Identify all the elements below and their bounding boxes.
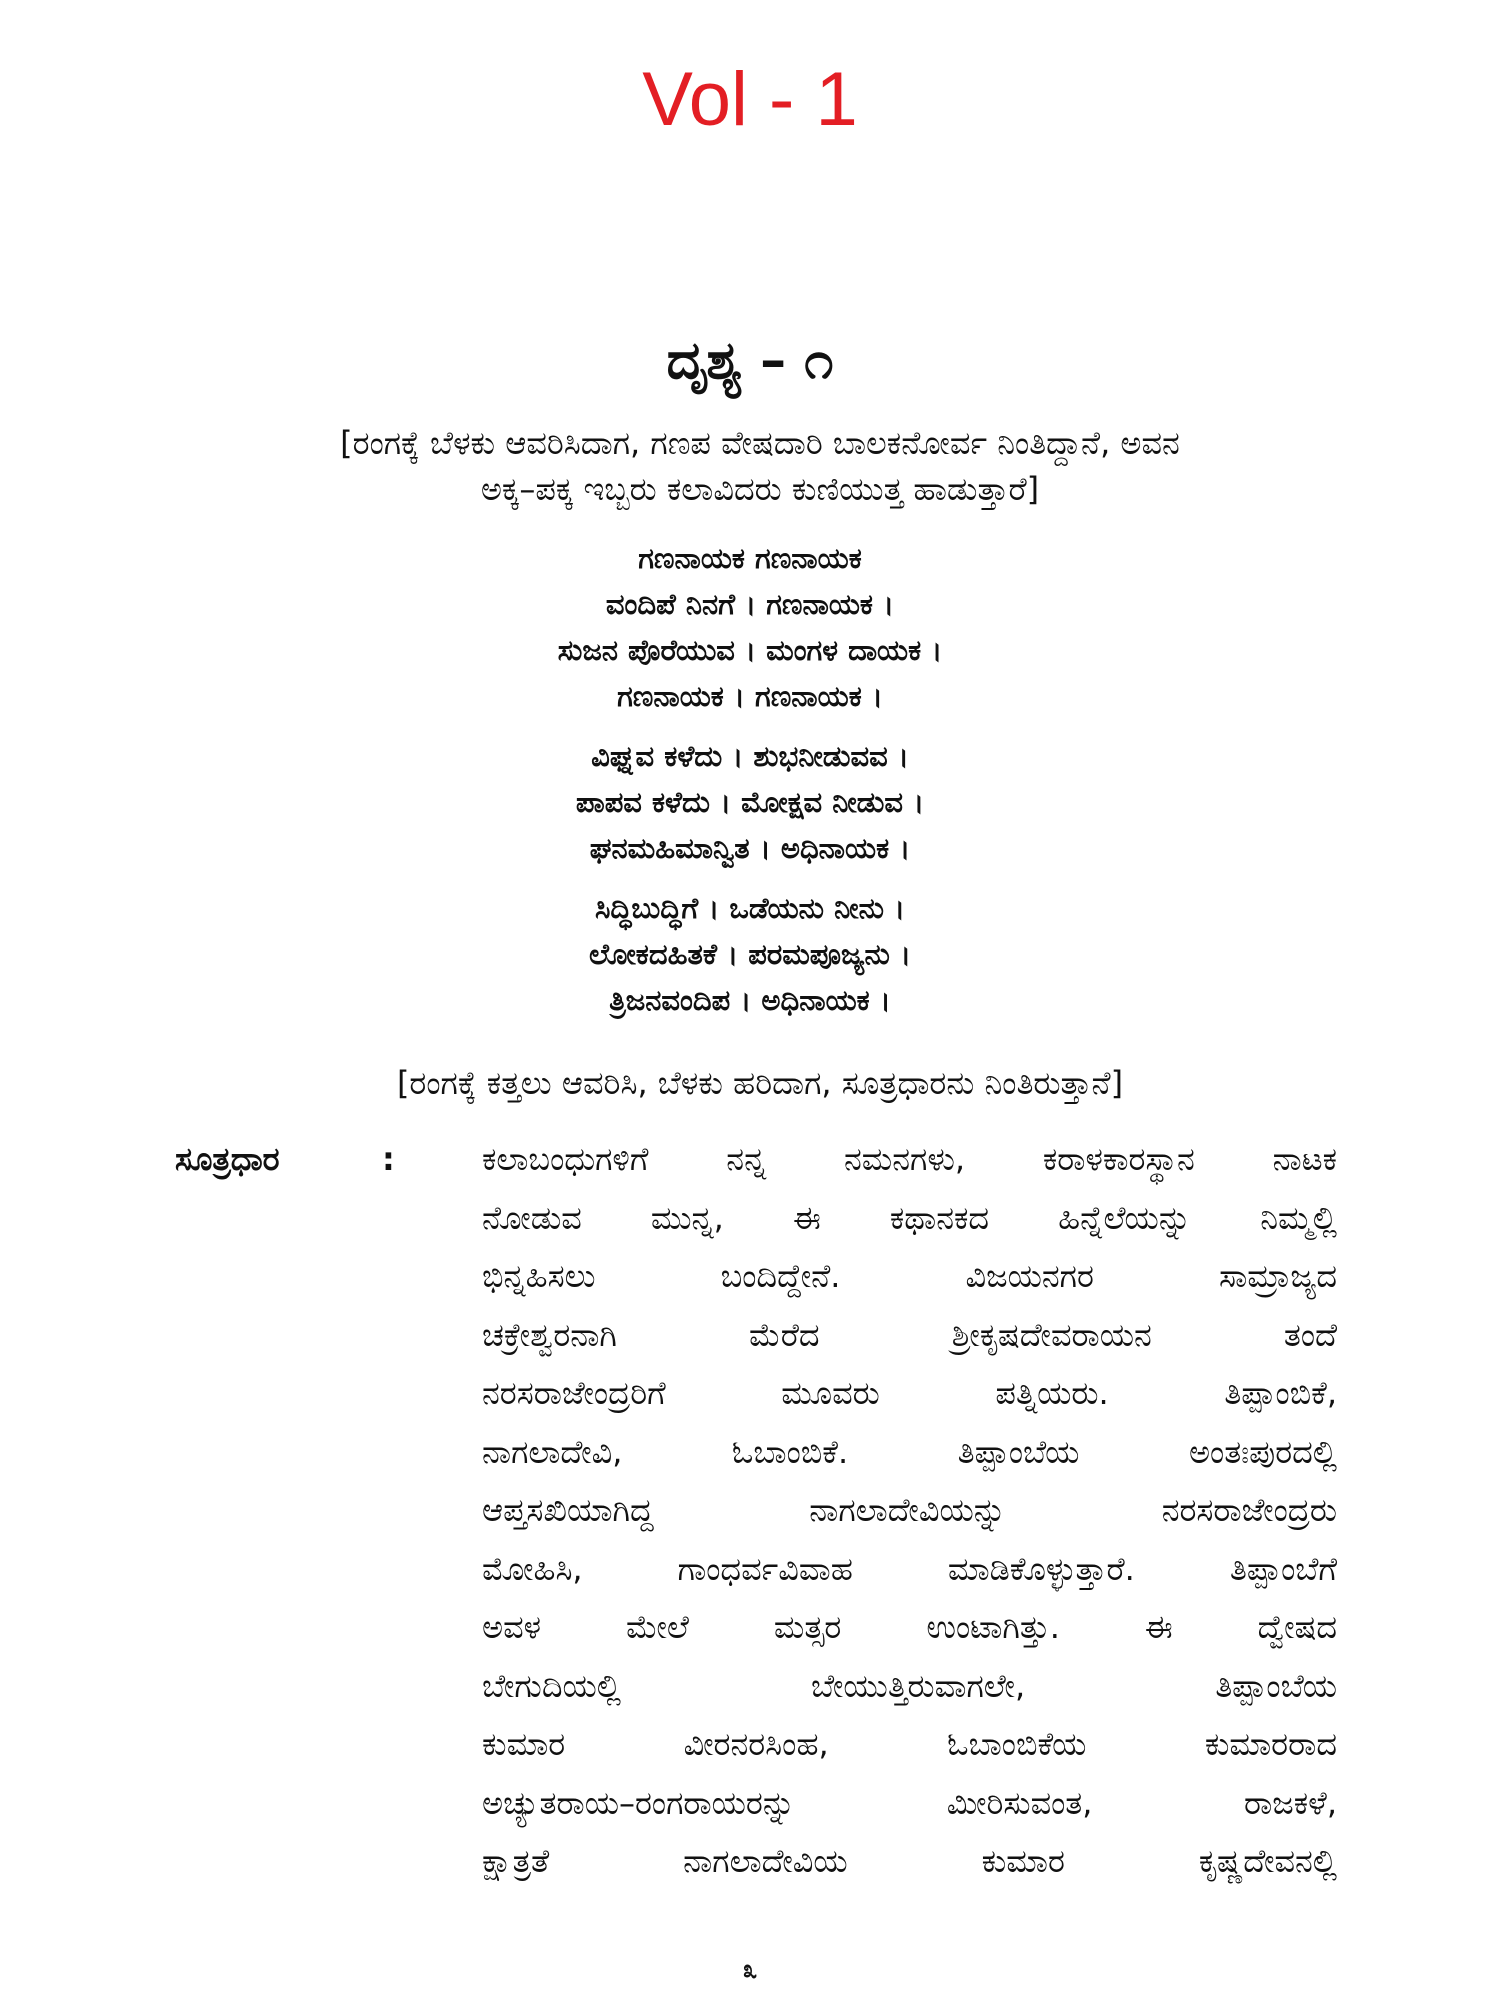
volume-label: Vol - 1 (642, 57, 858, 142)
dialogue-line: ಮೋಹಿಸಿ, ಗಾಂಧರ್ವವಿವಾಹ ಮಾಡಿಕೊಳ್ಳುತ್ತಾರೆ. ತಿಪ್ಪಾಂಬೆಗೆ (482, 1549, 1337, 1588)
song-stanza (0, 733, 1500, 871)
song-line: ಸಿದ್ಧಿಬುದ್ಧಿಗೆ । ಒಡೆಯನು ನೀನು । (594, 891, 906, 925)
dialogue-line: ಕುಮಾರ ವೀರನರಸಿಂಹ, ಓಬಾಂಬಿಕೆಯ ಕುಮಾರರಾದ (482, 1725, 1337, 1763)
song-line: ವಂದಿಪೆ ನಿನಗೆ । ಗಣನಾಯಕ । (605, 587, 895, 621)
invocation-song (0, 535, 1500, 1037)
stage-direction-line: [ರಂಗಕ್ಕೆ ಬೆಳಕು ಆವರಿಸಿದಾಗ, ಗಣಪ ವೇಷದಾರಿ ಬಾಲಕನೋರ್ವ ನಿಂತಿದ್ದಾನೆ, ಅವನ (340, 424, 1180, 462)
song-line: ಸುಜನ ಪೊರೆಯುವ । ಮಂಗಳ ದಾಯಕ । (557, 633, 943, 667)
stage-direction-line: ಅಕ್ಕ–ಪಕ್ಕ ಇಬ್ಬರು ಕಲಾವಿದರು ಕುಣಿಯುತ್ತ ಹಾಡುತ್ತಾರೆ] (480, 470, 1040, 509)
dialogue-paragraph (482, 1130, 1337, 1891)
dialogue-line: ಆಪ್ತಸಖಿಯಾಗಿದ್ದ ನಾಗಲಾದೇವಿಯನ್ನು ನರಸರಾಜೇಂದ್ರರು (482, 1491, 1337, 1529)
song-stanza (0, 885, 1500, 1023)
dialogue-line: ಕಲಾಬಂಧುಗಳಿಗೆ ನನ್ನ ನಮನಗಳು, ಕರಾಳಕಾರಸ್ಥಾನ ನಾಟಕ (482, 1140, 1337, 1178)
song-line: ಪಾಪವ ಕಳೆದು । ಮೋಕ್ಷವ ನೀಡುವ । (575, 785, 925, 819)
opening-stage-direction (180, 420, 1340, 513)
dialogue-line: ಅಚ್ಯುತರಾಯ–ರಂಗರಾಯರನ್ನು ಮೀರಿಸುವಂತ, ರಾಜಕಳೆ, (482, 1783, 1337, 1822)
dialogue-line: ನೋಡುವ ಮುನ್ನ, ಈ ಕಥಾನಕದ ಹಿನ್ನೆಲೆಯನ್ನು ನಿಮ್ಮಲ್ಲಿ (482, 1198, 1337, 1237)
page-number: ೩ (742, 1955, 758, 1985)
dialogue-line: ಅವಳ ಮೇಲೆ ಮತ್ಸರ ಉಂಟಾಗಿತ್ತು. ಈ ದ್ವೇಷದ (482, 1608, 1337, 1646)
song-line: ಘನಮಹಿಮಾನ್ವಿತ । ಅಧಿನಾಯಕ । (589, 831, 911, 865)
dialogue-line: ಕ್ಷಾತ್ರತೆ ನಾಗಲಾದೇವಿಯ ಕುಮಾರ ಕೃಷ್ಣದೇವನಲ್ಲಿ (482, 1842, 1337, 1880)
dialogue-line: ನರಸರಾಜೇಂದ್ರರಿಗೆ ಮೂವರು ಪತ್ನಿಯರು. ತಿಪ್ಪಾಂಬಿಕೆ, (482, 1374, 1337, 1412)
speaker-colon: : (382, 1140, 395, 1178)
dialogue-line: ಭಿನ್ನಹಿಸಲು ಬಂದಿದ್ದೇನೆ. ವಿಜಯನಗರ ಸಾಮ್ರಾಜ್ಯದ (482, 1257, 1337, 1295)
song-line: ಗಣನಾಯಕ ಗಣನಾಯಕ (638, 541, 862, 575)
dialogue-line: ಚಕ್ರೇಶ್ವರನಾಗಿ ಮೆರೆದ ಶ್ರೀಕೃಷದೇವರಾಯನ ತಂದೆ (482, 1315, 1337, 1354)
speaker-name: ಸೂತ್ರಧಾರ (175, 1140, 280, 1178)
song-line: ವಿಘ್ನವ ಕಳೆದು । ಶುಭನೀಡುವವ । (591, 739, 909, 773)
closing-stage-direction: [ರಂಗಕ್ಕೆ ಕತ್ತಲು ಆವರಿಸಿ, ಬೆಳಕು ಹರಿದಾಗ, ಸೂತ್ರಧಾರನು ನಿಂತಿರುತ್ತಾನೆ] (396, 1064, 1124, 1102)
scene-title: ದೃಶ್ಯ – ೧ (666, 331, 834, 391)
dialogue-line: ಬೇಗುದಿಯಲ್ಲಿ ಬೇಯುತ್ತಿರುವಾಗಲೇ, ತಿಪ್ಪಾಂಬೆಯ (482, 1666, 1337, 1705)
song-line: ಲೋಕದಹಿತಕೆ । ಪರಮಪೂಜ್ಯನು । (588, 937, 911, 971)
song-line: ತ್ರಿಜನವಂದಿಪ । ಅಧಿನಾಯಕ । (609, 983, 891, 1017)
dialogue-line: ನಾಗಲಾದೇವಿ, ಓಬಾಂಬಿಕೆ. ತಿಪ್ಪಾಂಬೆಯ ಅಂತಃಪುರದಲ್ಲಿ (482, 1432, 1337, 1471)
song-stanza (0, 535, 1500, 719)
song-line: ಗಣನಾಯಕ । ಗಣನಾಯಕ । (617, 679, 883, 713)
